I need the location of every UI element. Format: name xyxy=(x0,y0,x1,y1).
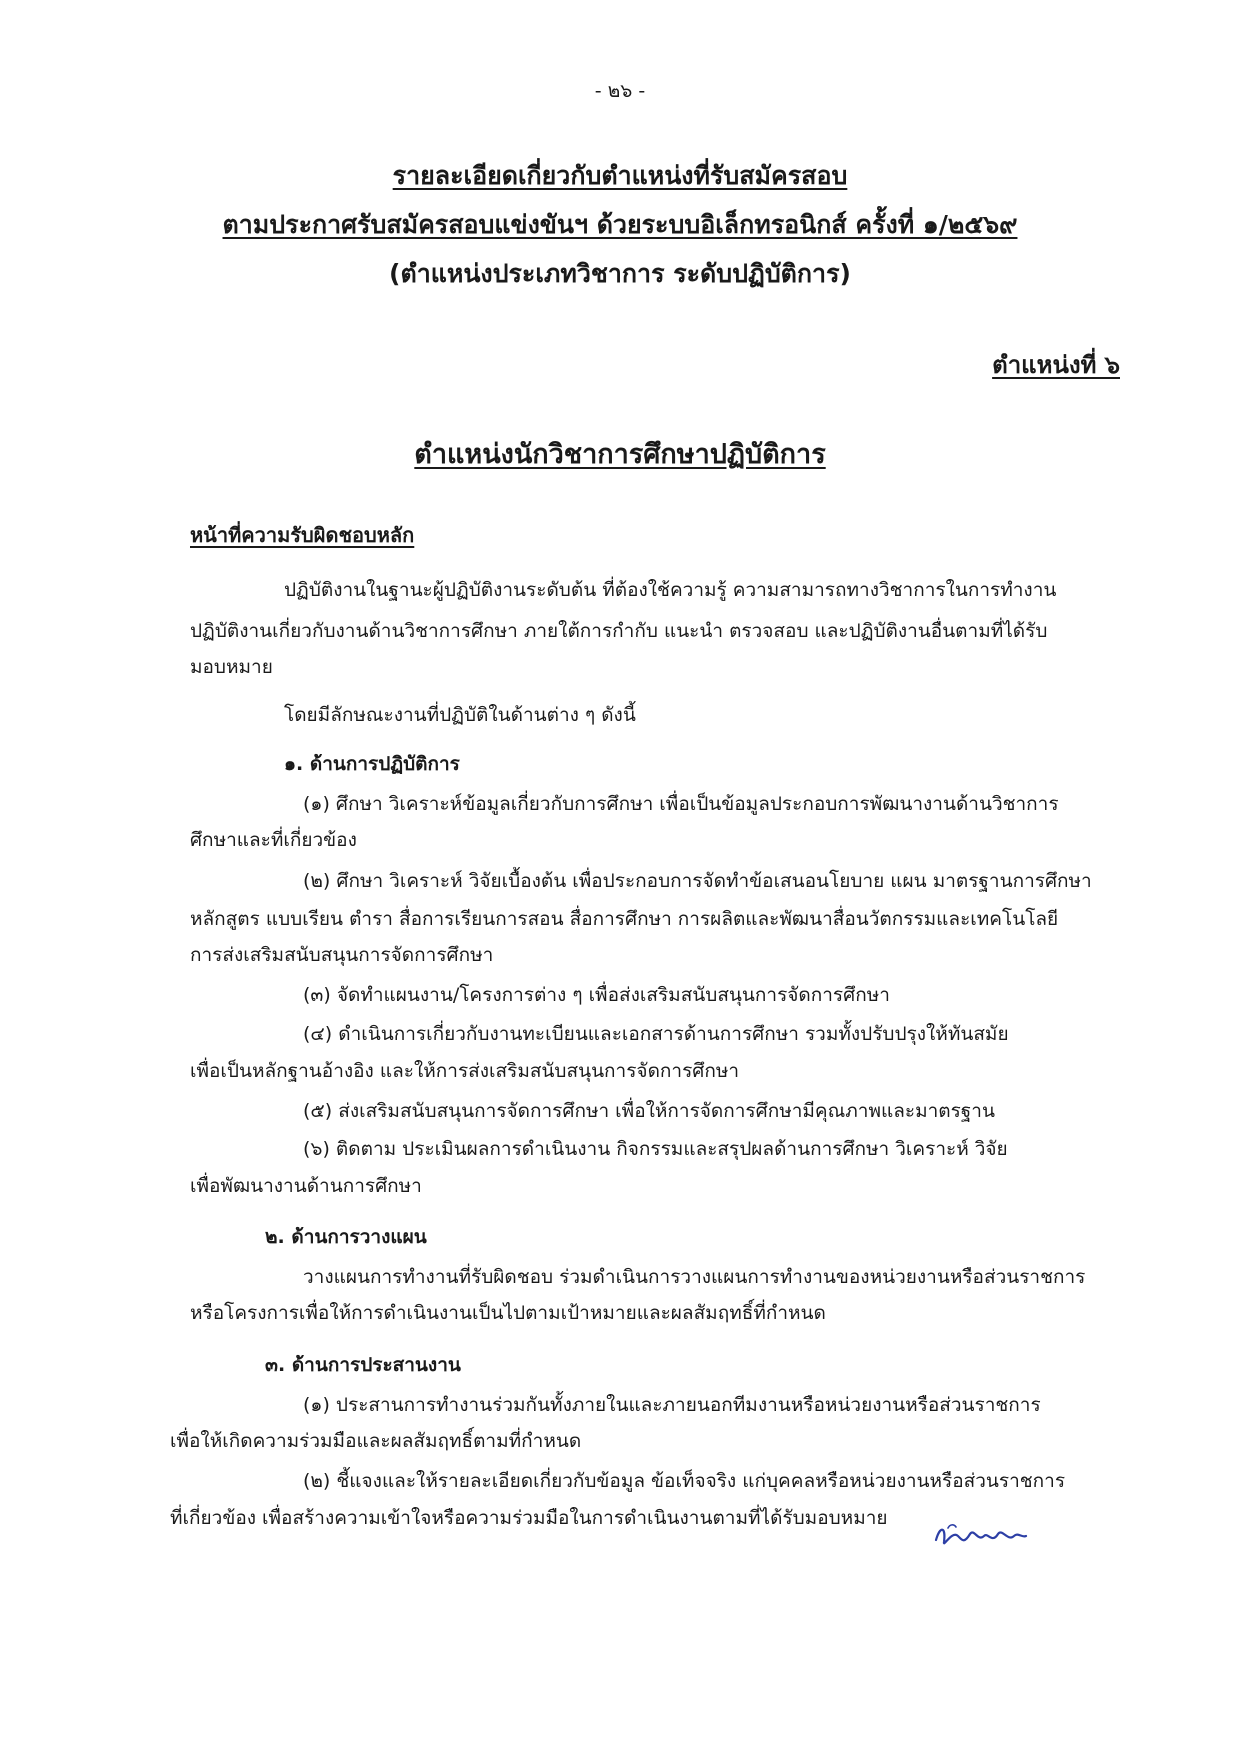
section-1-item-4-line-1: (๔) ดำเนินการเกี่ยวกับงานทะเบียนและเอกสารด้านการศึกษา รวมทั้งปรับปรุงให้ทันสมัย xyxy=(303,1023,1009,1045)
header-title-line-1-text: รายละเอียดเกี่ยวกับตำแหน่งที่รับสมัครสอบ xyxy=(392,161,848,190)
page-number: - ๒๖ - xyxy=(594,80,646,102)
section-3-item-2-line-2: ที่เกี่ยวข้อง เพื่อสร้างความเข้าใจหรือความร่วมมือในการดำเนินงานตามที่ได้รับมอบหมาย xyxy=(170,1507,888,1529)
header-title-line-3: (ตำแหน่งประเภทวิชาการ ระดับปฏิบัติการ) xyxy=(389,259,851,288)
position-title-text: ตำแหน่งนักวิชาการศึกษาปฏิบัติการ xyxy=(414,439,826,470)
section-1-item-6-line-2: เพื่อพัฒนางานด้านการศึกษา xyxy=(190,1175,422,1197)
header-title-line-2 xyxy=(0,205,1240,245)
section-3-item-1-line-2: เพื่อให้เกิดความร่วมมือและผลสัมฤทธิ์ตามที่กำหนด xyxy=(170,1430,582,1452)
intro-line-1: ปฏิบัติงานในฐานะผู้ปฏิบัติงานระดับต้น ที่ต้องใช้ความรู้ ความสามารถทางวิชาการในการทำงาน xyxy=(284,579,1057,601)
header-title-line-1 xyxy=(0,156,1240,196)
section-1-item-4-line-2: เพื่อเป็นหลักฐานอ้างอิง และให้การส่งเสริมสนับสนุนการจัดการศึกษา xyxy=(190,1060,740,1082)
intro-line-3: มอบหมาย xyxy=(190,656,273,678)
section-1-item-2-line-2: หลักสูตร แบบเรียน ตำรา สื่อการเรียนการสอน สื่อการศึกษา การผลิตและพัฒนาสื่อนวัตกรรมและเทคโนโลยี xyxy=(190,908,1059,930)
section-2-heading: ๒. ด้านการวางแผน xyxy=(265,1226,427,1248)
duties-heading: หน้าที่ความรับผิดชอบหลัก xyxy=(190,523,415,547)
section-1-item-1-line-2: ศึกษาและที่เกี่ยวข้อง xyxy=(190,829,357,851)
intro-line-4: โดยมีลักษณะงานที่ปฏิบัติในด้านต่าง ๆ ดังนี้ xyxy=(284,704,636,726)
section-2-line-2: หรือโครงการเพื่อให้การดำเนินงานเป็นไปตามเป้าหมายและผลสัมฤทธิ์ที่กำหนด xyxy=(190,1302,826,1324)
section-1-item-2-line-1: (๒) ศึกษา วิเคราะห์ วิจัยเบื้องต้น เพื่อประกอบการจัดทำข้อเสนอนโยบาย แผน มาตรฐานการศึกษา xyxy=(303,870,1092,892)
section-2-line-1: วางแผนการทำงานที่รับผิดชอบ ร่วมดำเนินการวางแผนการทำงานของหน่วยงานหรือส่วนราชการ xyxy=(303,1266,1086,1288)
section-1-item-3-line-1: (๓) จัดทำแผนงาน/โครงการต่าง ๆ เพื่อส่งเสริมสนับสนุนการจัดการศึกษา xyxy=(303,984,890,1006)
section-1-item-6-line-1: (๖) ติดตาม ประเมินผลการดำเนินงาน กิจกรรมและสรุปผลด้านการศึกษา วิเคราะห์ วิจัย xyxy=(303,1138,1008,1160)
section-1-item-2-line-3: การส่งเสริมสนับสนุนการจัดการศึกษา xyxy=(190,944,494,966)
section-1-heading: ๑. ด้านการปฏิบัติการ xyxy=(284,753,460,775)
section-1-item-5-line-1: (๕) ส่งเสริมสนับสนุนการจัดการศึกษา เพื่อให้การจัดการศึกษามีคุณภาพและมาตรฐาน xyxy=(303,1100,995,1122)
header-title-line-2-text: ตามประกาศรับสมัครสอบแข่งขันฯ ด้วยระบบอิเล็กทรอนิกส์ ครั้งที่ ๑/๒๕๖๙ xyxy=(222,210,1018,239)
position-title xyxy=(0,432,1240,475)
signature-icon xyxy=(930,1518,1030,1554)
section-1-item-1-line-1: (๑) ศึกษา วิเคราะห์ข้อมูลเกี่ยวกับการศึกษา เพื่อเป็นข้อมูลประกอบการพัฒนางานด้านวิชาการ xyxy=(303,793,1059,815)
section-3-item-2-line-1: (๒) ชี้แจงและให้รายละเอียดเกี่ยวกับข้อมูล ข้อเท็จจริง แก่บุคคลหรือหน่วยงานหรือส่วนราชการ xyxy=(303,1470,1066,1492)
intro-line-2: ปฏิบัติงานเกี่ยวกับงานด้านวิชาการศึกษา ภายใต้การกำกับ แนะนำ ตรวจสอบ และปฏิบัติงานอื่นตามที่ได้รับ xyxy=(190,620,1048,642)
position-number: ตำแหน่งที่ ๖ xyxy=(992,351,1120,379)
section-3-heading: ๓. ด้านการประสานงาน xyxy=(265,1354,461,1376)
section-3-item-1-line-1: (๑) ประสานการทำงานร่วมกันทั้งภายในและภายนอกทีมงานหรือหน่วยงานหรือส่วนราชการ xyxy=(303,1394,1041,1416)
